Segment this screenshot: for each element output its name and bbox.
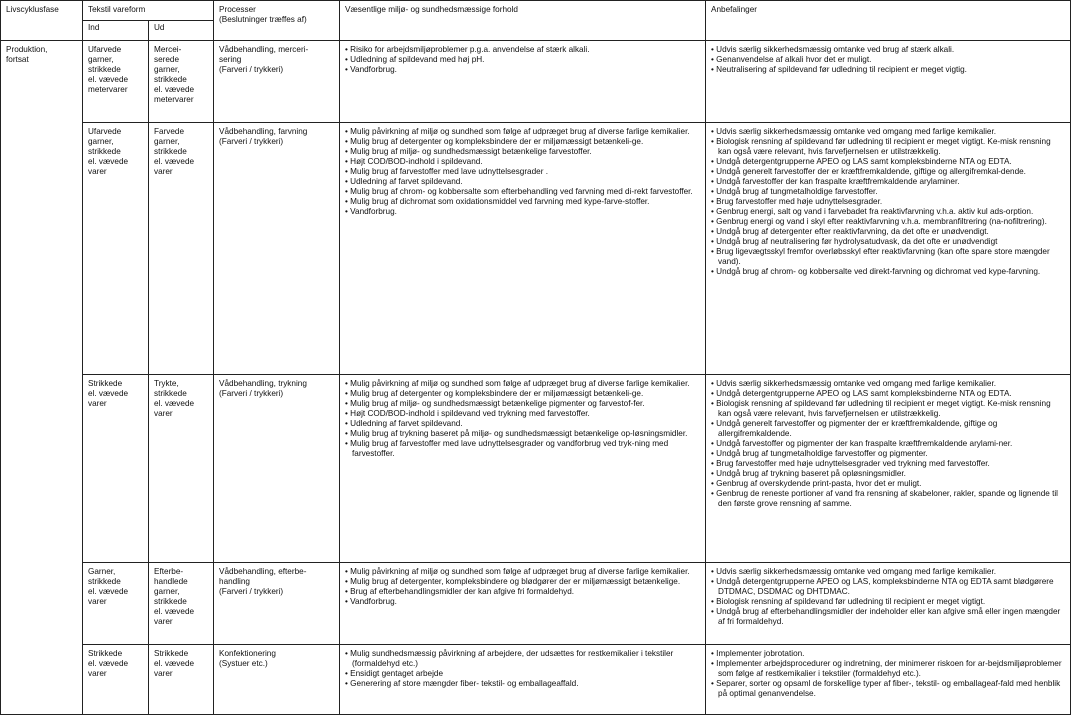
list-item: • Mulig påvirkning af miljø og sundhed som følge af udpræget brug af diverse farlige kemikalier. — [345, 567, 700, 577]
list-item: • Genbrug energi, salt og vand i farvebadet fra reaktivfarvning v.h.a. aktiv kul ads-orption. — [711, 207, 1065, 217]
cell-process: Vådbehandling, merceri- sering (Farveri / trykkeri) — [214, 41, 340, 123]
list-item: • Brug farvestoffer med høje udnyttelsesgrader. — [711, 197, 1065, 207]
list-item: • Mulig brug af farvestoffer med lave udnyttelsesgrader . — [345, 167, 700, 177]
list-item: • Undgå farvestoffer og pigmenter der kan fraspalte kræftfremkaldende arylami-ner. — [711, 439, 1065, 449]
header-out: Ud — [149, 21, 214, 41]
cell-out: Trykte, strikkede el. vævede varer — [149, 375, 214, 563]
list-item: • Undgå brug af neutralisering før hydrolysatudvask, da det ofte er unødvendigt — [711, 237, 1065, 247]
cell-env — [340, 123, 706, 375]
list-item: • Generering af store mængder fiber- tekstil- og emballageaffald. — [345, 679, 700, 689]
list-item: • Biologisk rensning af spildevand før udledning til recipient er meget vigtigt. — [711, 597, 1065, 607]
list-item: • Mulig brug af detergenter og kompleksbindere der er miljømæssigt betænkeli-ge. — [345, 389, 700, 399]
cell-process: Konfektionering (Systuer etc.) — [214, 645, 340, 715]
list-item: • Højt COD/BOD-indhold i spildevand ved trykning med farvestoffer. — [345, 409, 700, 419]
header-row — [1, 1, 1071, 21]
list-item: • Neutralisering af spildevand før udledning til recipient er meget vigtig. — [711, 65, 1065, 75]
list-item: • Mulig brug af miljø- og sundhedsmæssigt betænkelige pigmenter og farvestof-fer. — [345, 399, 700, 409]
header-env: Væsentlige miljø- og sundhedsmæssige forhold — [340, 1, 706, 41]
list-item: • Vandforbrug. — [345, 207, 700, 217]
cell-env — [340, 645, 706, 715]
list-item: • Mulig påvirkning af miljø og sundhed som følge af udpræget brug af diverse farlige kemikalier. — [345, 379, 700, 389]
cell-recommendations — [706, 563, 1071, 645]
list-item: • Implementer jobrotation. — [711, 649, 1065, 659]
list-item: • Undgå brug af efterbehandlingsmidler der indeholder eller kan afgive små eller ingen mængder af fri formaldehyd. — [711, 607, 1065, 627]
list-item: • Undgå detergentgrupperne APEO og LAS, kompleksbinderne NTA og EDTA samt blødgørere DTDMAC, DSDMAC og DHTDMAC. — [711, 577, 1065, 597]
list-item: • Genbrug af overskydende print-pasta, hvor det er muligt. — [711, 479, 1065, 489]
cell-out: Strikkede el. vævede varer — [149, 645, 214, 715]
table-row — [1, 123, 1071, 375]
list-item: • Undgå brug af tungmetalholdige farvestoffer og pigmenter. — [711, 449, 1065, 459]
list-item: • Udvis særlig sikkerhedsmæssig omtanke ved omgang med farlige kemikalier. — [711, 379, 1065, 389]
list-item: • Undgå brug af tungmetalholdige farvestoffer. — [711, 187, 1065, 197]
list-item: • Undgå brug af chrom- og kobbersalte ved direkt-farvning og dichromat ved kype-farvning. — [711, 267, 1065, 277]
list-item: • Højt COD/BOD-indhold i spildevand. — [345, 157, 700, 167]
header-lifecycle: Livscyklusfase — [1, 1, 83, 41]
header-processes: Processer (Beslutninger træffes af) — [214, 1, 340, 41]
table-row — [1, 563, 1071, 645]
list-item: • Risiko for arbejdsmiljøproblemer p.g.a. anvendelse af stærk alkali. — [345, 45, 700, 55]
list-item: • Brug af efterbehandlingsmidler der kan afgive fri formaldehyd. — [345, 587, 700, 597]
list-item: • Undgå farvestoffer der kan fraspalte kræftfremkaldende arylaminer. — [711, 177, 1065, 187]
list-item: • Brug farvestoffer med høje udnyttelsesgrader ved trykning med farvestoffer. — [711, 459, 1065, 469]
cell-in: Ufarvede garner, strikkede el. vævede varer — [83, 123, 149, 375]
list-item: • Mulig brug af trykning baseret på miljø- og sundhedsmæssigt betænkelige op-løsningsmidler. — [345, 429, 700, 439]
header-textile-form: Tekstil vareform — [83, 1, 214, 21]
list-item: • Udvis særlig sikkerhedsmæssig omtanke ved omgang med farlige kemikalier. — [711, 127, 1065, 137]
list-item: • Genbrug energi og vand i skyl efter reaktivfarvning v.h.a. membranfiltrering (na-nofiltrering). — [711, 217, 1065, 227]
list-item: • Brug ligevægtsskyl fremfor overløbsskyl efter reaktivfarvning (kan ofte spare store mængder vand). — [711, 247, 1065, 267]
list-item: • Implementer arbejdsprocedurer og indretning, der minimerer riskoen for ar-bejdsmiljøproblemer som følge af restkemikalier i tekstiler (formaldehyd etc.). — [711, 659, 1065, 679]
list-item: • Undgå generelt farvestoffer og pigmenter der er kræftfremkaldende, giftige og allergifremkaldende. — [711, 419, 1065, 439]
list-item: • Vandforbrug. — [345, 597, 700, 607]
list-item: • Mulig brug af farvestoffer med lave udnyttelsesgrader og vandforbrug ved tryk-ning med farvestoffer. — [345, 439, 700, 459]
list-item: • Biologisk rensning af spildevand før udledning til recipient er meget vigtigt. Ke-misk rensning kan også være relevant, hvis farvefjernelsen er utilstrækkelig. — [711, 399, 1065, 419]
list-item: • Mulig påvirkning af miljø og sundhed som følge af udpræget brug af diverse farlige kemikalier. — [345, 127, 700, 137]
list-item: • Undgå detergentgrupperne APEO og LAS samt kompleksbinderne NTA og EDTA. — [711, 389, 1065, 399]
cell-process: Vådbehandling, efterbe- handling (Farveri / trykkeri) — [214, 563, 340, 645]
cell-in: Garner, strikkede el. vævede varer — [83, 563, 149, 645]
cell-process: Vådbehandling, trykning (Farveri / trykkeri) — [214, 375, 340, 563]
list-item: • Mulig brug af miljø- og sundhedsmæssigt betænkelige farvestoffer. — [345, 147, 700, 157]
list-item: • Udvis særlig sikkerhedsmæssig omtanke ved omgang med farlige kemikalier. — [711, 567, 1065, 577]
cell-in: Strikkede el. vævede varer — [83, 375, 149, 563]
cell-recommendations — [706, 645, 1071, 715]
cell-process: Vådbehandling, farvning (Farveri / trykkeri) — [214, 123, 340, 375]
list-item: • Genbrug de reneste portioner af vand fra rensning af skabeloner, rakler, spande og lignende til den første grove rensning af samme. — [711, 489, 1065, 509]
cell-recommendations — [706, 41, 1071, 123]
table-row — [1, 645, 1071, 715]
cell-out: Efterbe- handlede garner, strikkede el. vævede varer — [149, 563, 214, 645]
list-item: • Ensidigt gentaget arbejde — [345, 669, 700, 679]
cell-out: Farvede garner, strikkede el. vævede varer — [149, 123, 214, 375]
list-item: • Mulig brug af chrom- og kobbersalte som efterbehandling ved farvning med di-rekt farvestoffer. — [345, 187, 700, 197]
cell-recommendations — [706, 123, 1071, 375]
list-item: • Udledning af farvet spildevand. — [345, 177, 700, 187]
list-item: • Undgå brug af detergenter efter reaktivfarvning, da det ofte er unødvendigt. — [711, 227, 1065, 237]
cell-env — [340, 375, 706, 563]
list-item: • Undgå generelt farvestoffer der er kræftfremkaldende, giftige og allergifremkal-dende. — [711, 167, 1065, 177]
list-item: • Undgå brug af trykning baseret på opløsningsmidler. — [711, 469, 1065, 479]
header-recommendations: Anbefalinger — [706, 1, 1071, 41]
cell-in: Strikkede el. vævede varer — [83, 645, 149, 715]
table-row — [1, 375, 1071, 563]
lifecycle-cell: Produktion, fortsat — [1, 41, 83, 715]
list-item: • Separer, sorter og opsaml de forskellige typer af fiber-, tekstil- og emballageaf-fald med henblik på optimal genanvendelse. — [711, 679, 1065, 699]
cell-out: Mercei- serede garner, strikkede el. vævede metervarer — [149, 41, 214, 123]
table-row — [1, 41, 1071, 123]
list-item: • Mulig brug af detergenter, kompleksbindere og blødgører der er miljømæssigt betænkelige. — [345, 577, 700, 587]
list-item: • Udledning af spildevand med høj pH. — [345, 55, 700, 65]
list-item: • Undgå detergentgrupperne APEO og LAS samt kompleksbinderne NTA og EDTA. — [711, 157, 1065, 167]
list-item: • Vandforbrug. — [345, 65, 700, 75]
cell-env — [340, 41, 706, 123]
header-in: Ind — [83, 21, 149, 41]
cell-in: Ufarvede garner, strikkede el. vævede metervarer — [83, 41, 149, 123]
list-item: • Biologisk rensning af spildevand før udledning til recipient er meget vigtigt. Ke-misk rensning kan også være relevant, hvis farvefjernelsen er utilstrækkelig. — [711, 137, 1065, 157]
list-item: • Genanvendelse af alkali hvor det er muligt. — [711, 55, 1065, 65]
list-item: • Mulig sundhedsmæssig påvirkning af arbejdere, der udsættes for restkemikalier i tekstiler (formaldehyd etc.) — [345, 649, 700, 669]
list-item: • Mulig brug af dichromat som oxidationsmiddel ved farvning med kype-farve-stoffer. — [345, 197, 700, 207]
list-item: • Mulig brug af detergenter og kompleksbindere der er miljømæssigt betænkeli-ge. — [345, 137, 700, 147]
cell-recommendations — [706, 375, 1071, 563]
list-item: • Udledning af farvet spildevand. — [345, 419, 700, 429]
cell-env — [340, 563, 706, 645]
list-item: • Udvis særlig sikkerhedsmæssig omtanke ved brug af stærk alkali. — [711, 45, 1065, 55]
